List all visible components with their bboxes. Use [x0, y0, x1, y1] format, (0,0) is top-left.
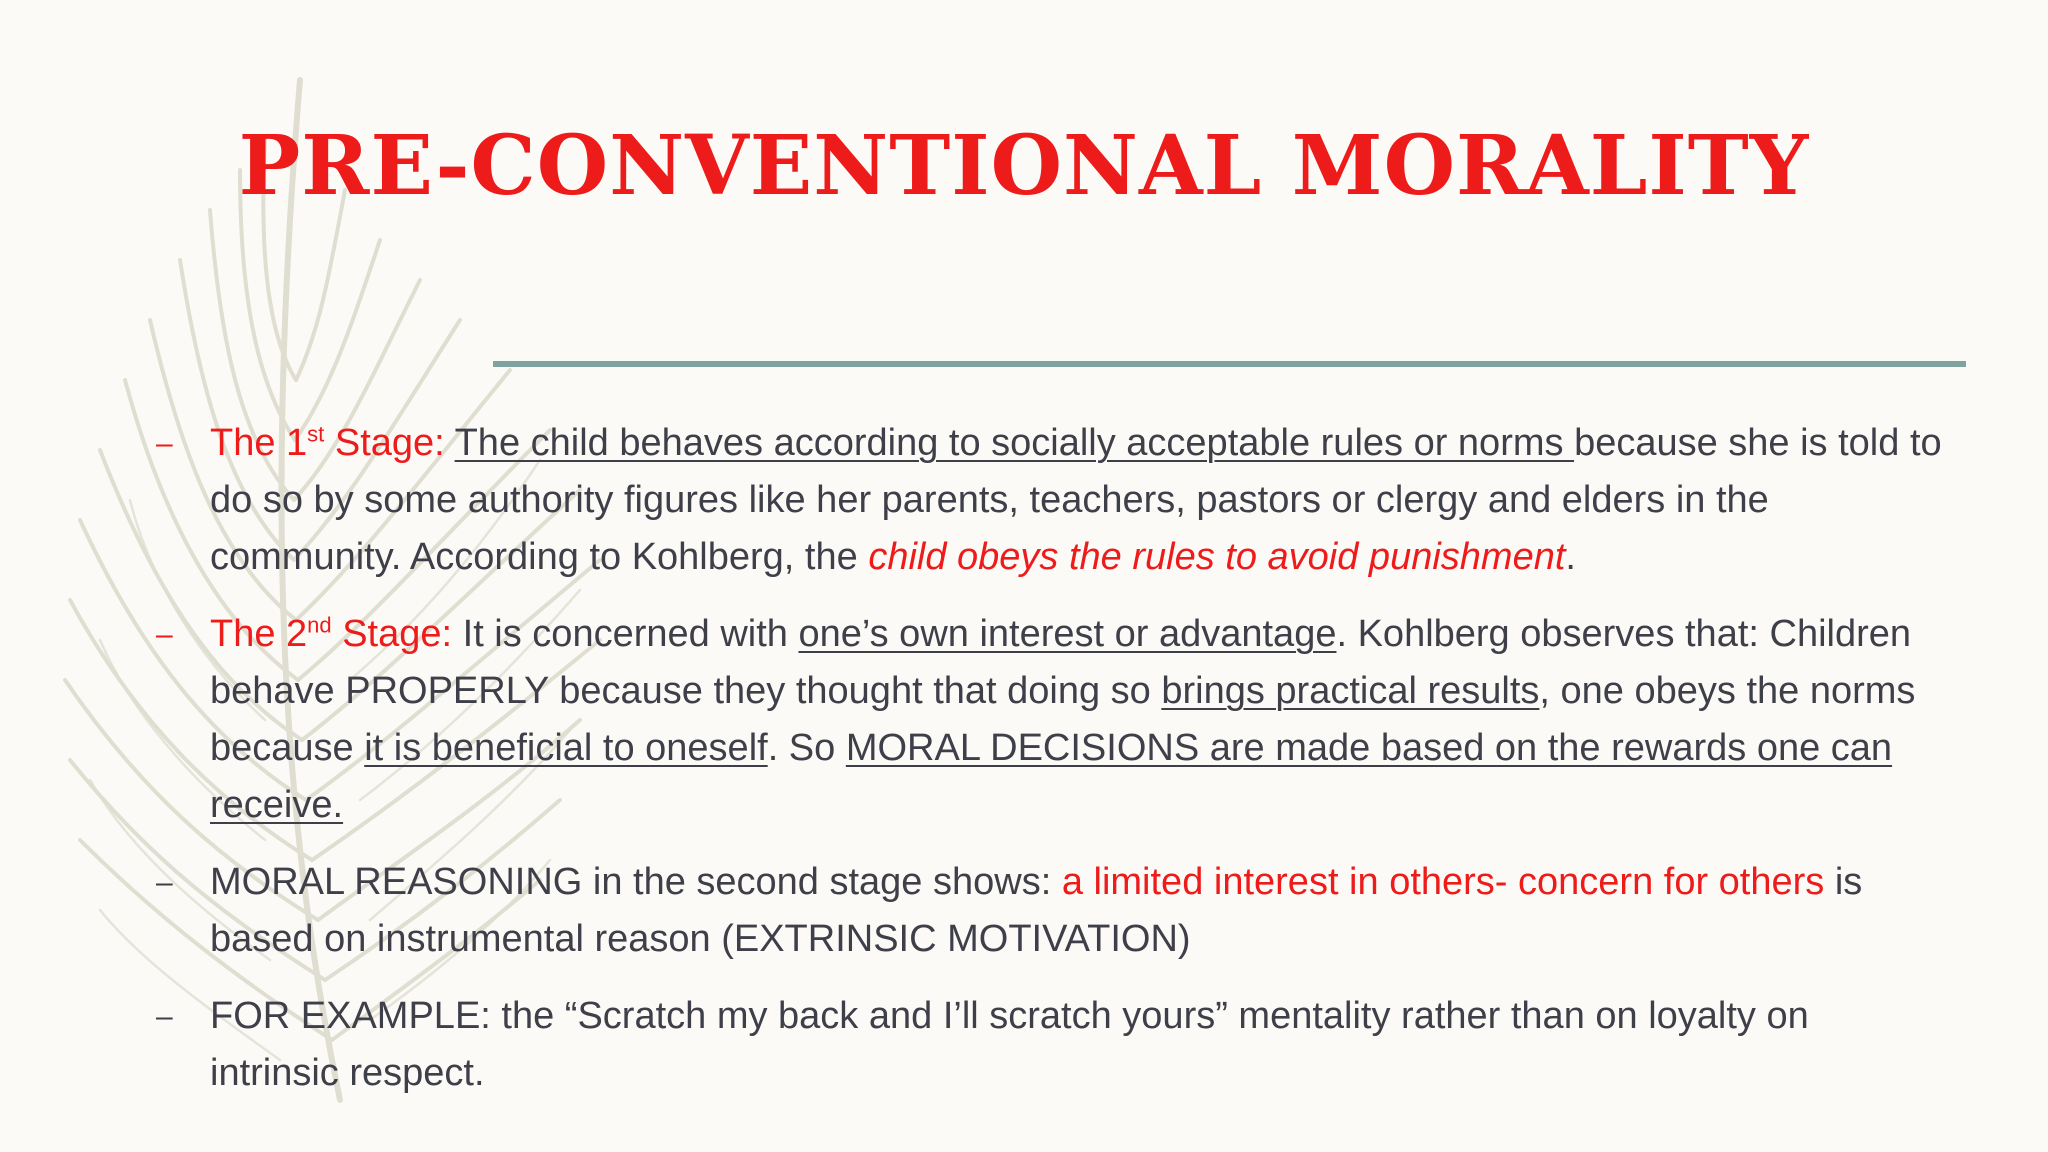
body-text: MORAL REASONING in the second stage shows:: [210, 861, 1062, 903]
bullet-marker: –: [156, 1000, 173, 1033]
stage-label: The 2nd Stage:: [210, 612, 453, 655]
body-text: , one obeys the norms because: [210, 670, 1916, 769]
bullet-example: [152, 988, 1942, 1102]
body-text: . Kohlberg observes that: Children behave PROPERLY because they thought that doing so: [210, 613, 1912, 712]
bullet-moral-reasoning: [152, 854, 1942, 968]
underlined-text: it is beneficial to oneself: [364, 727, 768, 769]
underlined-text: one’s own interest or advantage: [798, 613, 1337, 655]
bullet-stage-1: [152, 415, 1942, 586]
bullet-marker: –: [156, 427, 173, 460]
underlined-text: The child behaves according to socially acceptable rules or norms: [454, 422, 1575, 464]
body-text: FOR EXAMPLE: the “Scratch my back and I’ll scratch yours” mentality rather than on loyalty on intrinsic respect.: [210, 995, 1809, 1094]
title-divider: [493, 361, 1966, 367]
bullet-marker: –: [156, 618, 173, 651]
body-text: .: [1565, 536, 1576, 578]
body-text: . So: [767, 727, 846, 769]
bullet-marker: –: [156, 866, 173, 899]
emphasis-text: a limited interest in others- concern for others: [1061, 861, 1825, 903]
bullet-list: [152, 415, 1942, 1122]
emphasis-text: child obeys the rules to avoid punishment: [868, 536, 1566, 578]
underlined-text: MORAL DECISIONS are made based on the rewards one can receive.: [210, 727, 1893, 826]
body-text: It is concerned with: [452, 613, 799, 655]
body-text: because she is told to do so by some authority figures like her parents, teachers, pastors or clergy and elders in the community. According to Kohlberg, the: [210, 422, 1942, 578]
bullet-stage-2: [152, 606, 1942, 834]
slide-title: PRE-CONVENTIONAL MORALITY: [238, 118, 1810, 214]
underlined-text: brings practical results: [1161, 670, 1540, 712]
body-text: is based on instrumental reason (EXTRINSIC MOTIVATION): [210, 861, 1863, 960]
stage-label: The 1st Stage:: [210, 421, 445, 464]
